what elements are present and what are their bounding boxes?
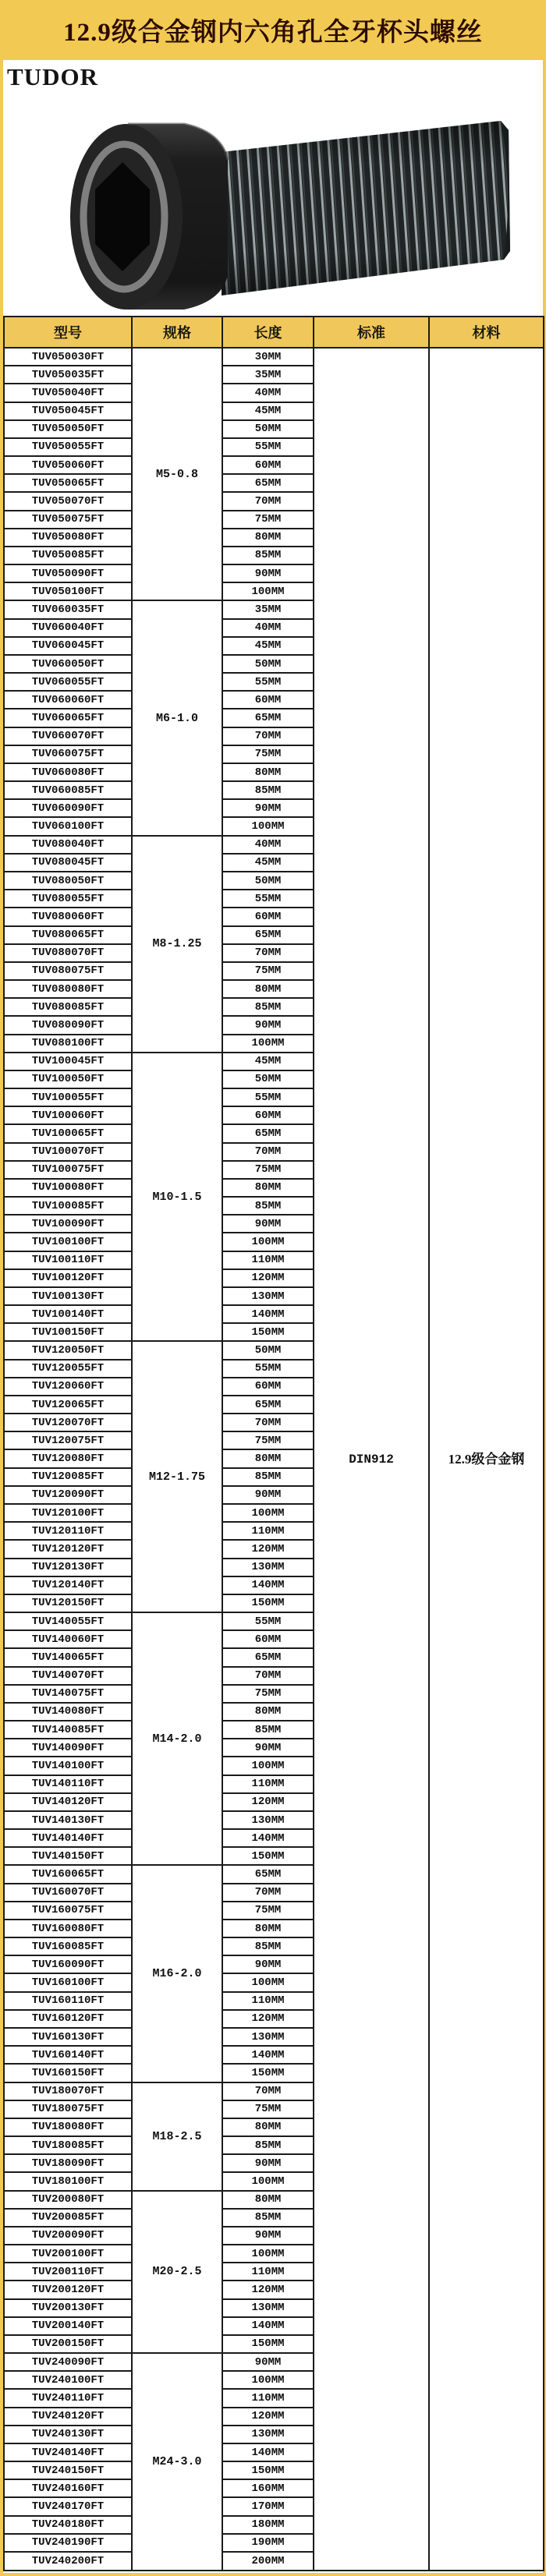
model-cell: TUV100055FT [4,1088,132,1106]
screw-shaft [222,121,510,295]
length-cell: 120MM [222,2010,314,2028]
model-cell: TUV160130FT [4,2028,132,2046]
length-cell: 45MM [222,637,314,655]
length-cell: 170MM [222,2497,314,2515]
model-cell: TUV120120FT [4,1540,132,1558]
model-cell: TUV160065FT [4,1865,132,1883]
length-cell: 80MM [222,529,314,547]
model-cell: TUV180075FT [4,2100,132,2118]
length-cell: 90MM [222,1486,314,1504]
length-cell: 120MM [222,1540,314,1558]
model-cell: TUV100060FT [4,1106,132,1124]
length-cell: 80MM [222,763,314,781]
model-cell: TUV080045FT [4,854,132,872]
length-cell: 120MM [222,2408,314,2426]
model-cell: TUV120060FT [4,1378,132,1396]
model-cell: TUV080085FT [4,998,132,1016]
model-cell: TUV140140FT [4,1829,132,1847]
length-cell: 160MM [222,2479,314,2497]
length-cell: 150MM [222,1594,314,1612]
model-cell: TUV140110FT [4,1775,132,1793]
length-cell: 35MM [222,600,314,618]
length-cell: 70MM [222,1667,314,1685]
model-cell: TUV050030FT [4,348,132,366]
model-cell: TUV140070FT [4,1667,132,1685]
length-cell: 50MM [222,1341,314,1359]
model-cell: TUV180080FT [4,2118,132,2136]
title-banner [0,0,546,60]
length-cell: 190MM [222,2534,314,2552]
length-cell: 65MM [222,709,314,727]
length-cell: 40MM [222,619,314,637]
model-cell: TUV160100FT [4,1973,132,1991]
length-cell: 75MM [222,962,314,980]
model-cell: TUV140120FT [4,1793,132,1811]
length-cell: 100MM [222,2172,314,2190]
model-cell: TUV060035FT [4,600,132,618]
length-cell: 150MM [222,2335,314,2353]
model-cell: TUV060045FT [4,637,132,655]
length-cell: 85MM [222,998,314,1016]
length-cell: 140MM [222,1576,314,1594]
length-cell: 60MM [222,1630,314,1648]
length-cell: 60MM [222,691,314,709]
model-cell: TUV160140FT [4,2046,132,2064]
model-cell: TUV080040FT [4,836,132,854]
spec-cell: M18-2.5 [132,2082,222,2191]
length-cell: 75MM [222,745,314,763]
model-cell: TUV050045FT [4,402,132,420]
model-cell: TUV160110FT [4,1992,132,2010]
length-cell: 140MM [222,2443,314,2461]
model-cell: TUV140130FT [4,1811,132,1829]
length-cell: 110MM [222,2263,314,2281]
model-cell: TUV080065FT [4,926,132,944]
length-cell: 90MM [222,2353,314,2371]
length-cell: 70MM [222,727,314,745]
model-cell: TUV240100FT [4,2371,132,2389]
length-cell: 55MM [222,438,314,456]
model-cell: TUV060070FT [4,727,132,745]
model-cell: TUV100130FT [4,1287,132,1305]
length-cell: 60MM [222,1106,314,1124]
table-row [4,348,544,366]
length-cell: 150MM [222,2064,314,2082]
model-cell: TUV080060FT [4,908,132,925]
length-cell: 100MM [222,2371,314,2389]
length-cell: 80MM [222,1703,314,1721]
length-cell: 50MM [222,1070,314,1088]
length-cell: 110MM [222,1522,314,1540]
model-cell: TUV050040FT [4,384,132,402]
model-cell: TUV100140FT [4,1305,132,1323]
length-cell: 130MM [222,2028,314,2046]
model-cell: TUV060055FT [4,673,132,691]
model-cell: TUV100150FT [4,1323,132,1341]
model-cell: TUV080100FT [4,1035,132,1053]
model-cell: TUV200130FT [4,2299,132,2317]
length-cell: 85MM [222,1197,314,1215]
model-cell: TUV140085FT [4,1721,132,1739]
length-cell: 75MM [222,1161,314,1179]
page-title: 12.9级合金钢内六角孔全牙杯头螺丝 [63,19,483,47]
model-cell: TUV060060FT [4,691,132,709]
length-cell: 40MM [222,836,314,854]
length-cell: 75MM [222,511,314,529]
model-cell: TUV050035FT [4,366,132,384]
standard-cell: DIN912 [314,348,429,2571]
model-cell: TUV140060FT [4,1630,132,1648]
model-cell: TUV200085FT [4,2209,132,2227]
length-cell: 70MM [222,2082,314,2100]
length-cell: 45MM [222,1053,314,1070]
length-cell: 30MM [222,348,314,366]
model-cell: TUV240110FT [4,2389,132,2407]
model-cell: TUV100120FT [4,1269,132,1287]
model-cell: TUV160150FT [4,2064,132,2082]
model-cell: TUV060090FT [4,799,132,817]
model-cell: TUV120110FT [4,1522,132,1540]
model-cell: TUV060075FT [4,745,132,763]
length-cell: 100MM [222,1035,314,1053]
model-cell: TUV240190FT [4,2534,132,2552]
model-cell: TUV200110FT [4,2263,132,2281]
spec-cell: M16-2.0 [132,1865,222,2082]
model-cell: TUV120150FT [4,1594,132,1612]
model-cell: TUV140090FT [4,1739,132,1757]
model-cell: TUV100075FT [4,1161,132,1179]
length-cell: 80MM [222,1920,314,1937]
length-cell: 110MM [222,1775,314,1793]
length-cell: 75MM [222,1431,314,1449]
model-cell: TUV080080FT [4,980,132,998]
length-cell: 90MM [222,799,314,817]
spec-cell: M10-1.5 [132,1053,222,1342]
column-header-standard: 标准 [314,317,429,348]
length-cell: 120MM [222,1793,314,1811]
model-cell: TUV060065FT [4,709,132,727]
model-cell: TUV120085FT [4,1468,132,1486]
length-cell: 140MM [222,1305,314,1323]
model-cell: TUV240200FT [4,2552,132,2571]
length-cell: 130MM [222,1559,314,1576]
length-cell: 50MM [222,655,314,673]
length-cell: 70MM [222,1414,314,1431]
length-cell: 80MM [222,1179,314,1197]
spec-cell: M8-1.25 [132,836,222,1053]
model-cell: TUV160090FT [4,1955,132,1973]
length-cell: 70MM [222,944,314,962]
model-cell: TUV080090FT [4,1016,132,1034]
model-cell: TUV120090FT [4,1486,132,1504]
model-cell: TUV100090FT [4,1215,132,1233]
model-cell: TUV100050FT [4,1070,132,1088]
length-cell: 80MM [222,980,314,998]
model-cell: TUV050075FT [4,511,132,529]
model-cell: TUV160075FT [4,1902,132,1920]
length-cell: 85MM [222,1468,314,1486]
spec-table-body [4,348,544,2571]
length-cell: 65MM [222,1124,314,1142]
model-cell: TUV240140FT [4,2443,132,2461]
length-cell: 130MM [222,1811,314,1829]
model-cell: TUV160120FT [4,2010,132,2028]
model-cell: TUV240160FT [4,2479,132,2497]
model-cell: TUV050060FT [4,456,132,474]
column-header-model: 型号 [4,317,132,348]
model-cell: TUV240120FT [4,2408,132,2426]
length-cell: 75MM [222,2100,314,2118]
length-cell: 90MM [222,1215,314,1233]
model-cell: TUV240150FT [4,2461,132,2479]
model-cell: TUV160070FT [4,1884,132,1902]
model-cell: TUV050080FT [4,529,132,547]
model-cell: TUV050070FT [4,492,132,510]
length-cell: 90MM [222,1955,314,1973]
model-cell: TUV080050FT [4,872,132,890]
length-cell: 50MM [222,420,314,438]
model-cell: TUV060100FT [4,817,132,835]
length-cell: 90MM [222,1016,314,1034]
length-cell: 85MM [222,547,314,564]
length-cell: 70MM [222,1884,314,1902]
brand-logo: TUDOR [7,63,98,90]
model-cell: TUV060085FT [4,781,132,799]
table-header-row [4,317,544,348]
model-cell: TUV050090FT [4,564,132,582]
model-cell: TUV060080FT [4,763,132,781]
length-cell: 80MM [222,2118,314,2136]
model-cell: TUV100085FT [4,1197,132,1215]
length-cell: 120MM [222,1269,314,1287]
model-cell: TUV100045FT [4,1053,132,1070]
model-cell: TUV120080FT [4,1449,132,1467]
length-cell: 150MM [222,1323,314,1341]
model-cell: TUV240090FT [4,2353,132,2371]
model-cell: TUV120065FT [4,1396,132,1414]
length-cell: 65MM [222,474,314,492]
length-cell: 100MM [222,582,314,600]
model-cell: TUV120075FT [4,1431,132,1449]
model-cell: TUV120050FT [4,1341,132,1359]
model-cell: TUV200140FT [4,2317,132,2335]
model-cell: TUV140080FT [4,1703,132,1721]
length-cell: 110MM [222,2389,314,2407]
length-cell: 60MM [222,1378,314,1396]
length-cell: 55MM [222,1612,314,1630]
length-cell: 150MM [222,2461,314,2479]
content-area [3,60,543,2573]
length-cell: 55MM [222,890,314,908]
length-cell: 90MM [222,1739,314,1757]
length-cell: 65MM [222,1648,314,1666]
length-cell: 130MM [222,2299,314,2317]
length-cell: 200MM [222,2552,314,2571]
length-cell: 80MM [222,1449,314,1467]
length-cell: 100MM [222,2245,314,2263]
model-cell: TUV200120FT [4,2281,132,2298]
length-cell: 85MM [222,1721,314,1739]
model-cell: TUV140150FT [4,1847,132,1865]
model-cell: TUV120070FT [4,1414,132,1431]
spec-cell: M12-1.75 [132,1341,222,1612]
model-cell: TUV050055FT [4,438,132,456]
model-cell: TUV200090FT [4,2227,132,2245]
model-cell: TUV180090FT [4,2154,132,2172]
screw-illustration [67,115,516,319]
length-cell: 80MM [222,2191,314,2209]
length-cell: 180MM [222,2516,314,2534]
column-header-length: 长度 [222,317,314,348]
spec-table [3,316,544,2571]
length-cell: 100MM [222,1504,314,1522]
length-cell: 75MM [222,1902,314,1920]
length-cell: 120MM [222,2281,314,2298]
length-cell: 40MM [222,384,314,402]
model-cell: TUV140065FT [4,1648,132,1666]
model-cell: TUV080055FT [4,890,132,908]
model-cell: TUV080075FT [4,962,132,980]
length-cell: 70MM [222,1143,314,1161]
length-cell: 110MM [222,1992,314,2010]
model-cell: TUV240130FT [4,2426,132,2443]
length-cell: 140MM [222,2317,314,2335]
length-cell: 100MM [222,1973,314,1991]
spec-cell: M14-2.0 [132,1612,222,1865]
length-cell: 90MM [222,2227,314,2245]
length-cell: 60MM [222,456,314,474]
model-cell: TUV140055FT [4,1612,132,1630]
model-cell: TUV240180FT [4,2516,132,2534]
spec-cell: M24-3.0 [132,2353,222,2571]
length-cell: 60MM [222,908,314,925]
length-cell: 130MM [222,1287,314,1305]
model-cell: TUV100100FT [4,1233,132,1251]
model-cell: TUV050065FT [4,474,132,492]
length-cell: 100MM [222,817,314,835]
model-cell: TUV120140FT [4,1576,132,1594]
product-image [67,115,516,319]
model-cell: TUV200150FT [4,2335,132,2353]
model-cell: TUV120130FT [4,1559,132,1576]
length-cell: 45MM [222,854,314,872]
model-cell: TUV060050FT [4,655,132,673]
model-cell: TUV100065FT [4,1124,132,1142]
length-cell: 65MM [222,1865,314,1883]
material-cell: 12.9级合金钢 [429,348,544,2571]
length-cell: 100MM [222,1757,314,1775]
spec-cell: M6-1.0 [132,600,222,835]
length-cell: 130MM [222,2426,314,2443]
spec-cell: M20-2.5 [132,2191,222,2354]
column-header-material: 材料 [429,317,544,348]
model-cell: TUV180085FT [4,2136,132,2154]
model-cell: TUV050050FT [4,420,132,438]
column-header-spec: 规格 [132,317,222,348]
length-cell: 85MM [222,2136,314,2154]
length-cell: 90MM [222,2154,314,2172]
length-cell: 140MM [222,2046,314,2064]
model-cell: TUV100080FT [4,1179,132,1197]
model-cell: TUV120055FT [4,1360,132,1378]
model-cell: TUV080070FT [4,944,132,962]
length-cell: 55MM [222,1088,314,1106]
length-cell: 150MM [222,1847,314,1865]
length-cell: 110MM [222,1251,314,1269]
model-cell: TUV050085FT [4,547,132,564]
length-cell: 55MM [222,1360,314,1378]
model-cell: TUV200080FT [4,2191,132,2209]
model-cell: TUV160080FT [4,1920,132,1937]
length-cell: 90MM [222,564,314,582]
length-cell: 85MM [222,2209,314,2227]
model-cell: TUV120100FT [4,1504,132,1522]
length-cell: 140MM [222,1829,314,1847]
screw-head [70,124,228,310]
model-cell: TUV050100FT [4,582,132,600]
length-cell: 100MM [222,1233,314,1251]
length-cell: 45MM [222,402,314,420]
length-cell: 65MM [222,926,314,944]
length-cell: 55MM [222,673,314,691]
model-cell: TUV200100FT [4,2245,132,2263]
length-cell: 85MM [222,781,314,799]
model-cell: TUV100110FT [4,1251,132,1269]
model-cell: TUV180100FT [4,2172,132,2190]
length-cell: 70MM [222,492,314,510]
length-cell: 85MM [222,1937,314,1955]
model-cell: TUV140075FT [4,1685,132,1703]
length-cell: 50MM [222,872,314,890]
model-cell: TUV060040FT [4,619,132,637]
length-cell: 65MM [222,1396,314,1414]
length-cell: 75MM [222,1685,314,1703]
length-cell: 35MM [222,366,314,384]
spec-cell: M5-0.8 [132,348,222,600]
model-cell: TUV160085FT [4,1937,132,1955]
model-cell: TUV140100FT [4,1757,132,1775]
model-cell: TUV240170FT [4,2497,132,2515]
model-cell: TUV180070FT [4,2082,132,2100]
model-cell: TUV100070FT [4,1143,132,1161]
